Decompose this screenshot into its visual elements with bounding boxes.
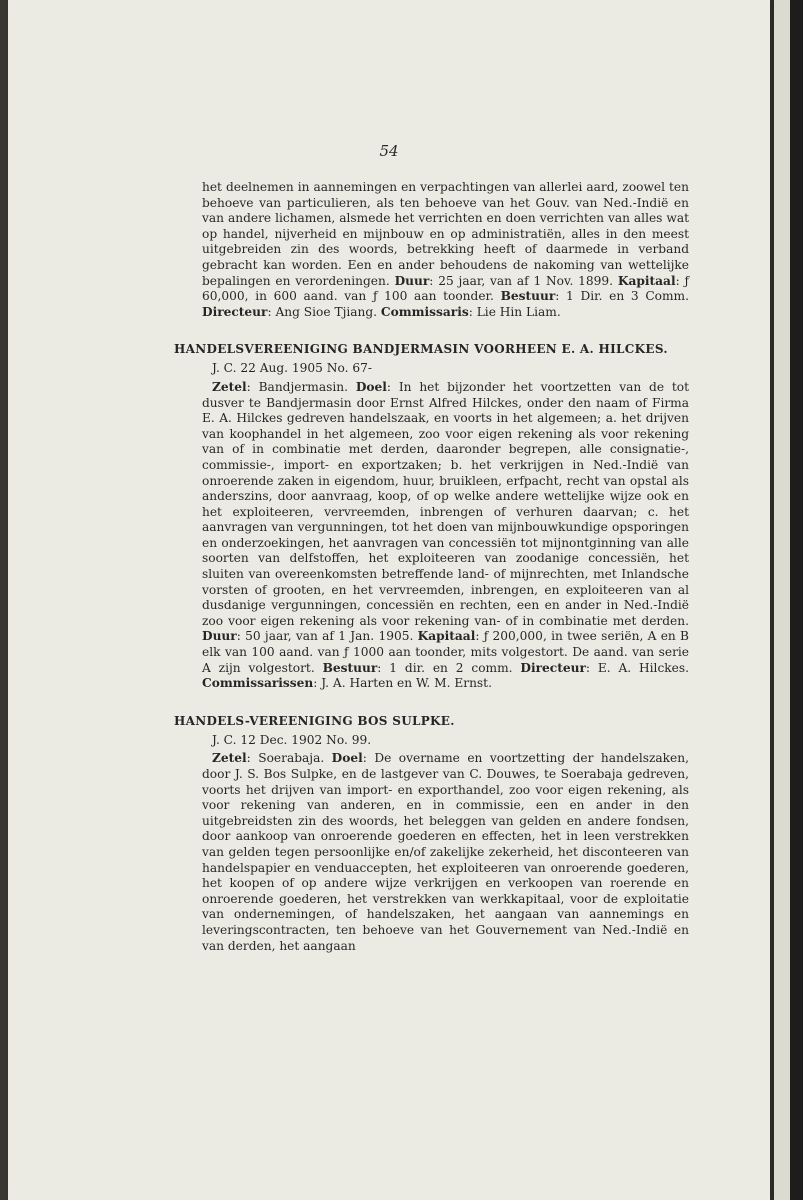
- label-zetel: Zetel: [212, 751, 247, 766]
- section-body: Zetel: Soerabaja. Doel: De overname en voortzetting der handelszaken, door J. S. Bos Sulpke, en de lastgever van C. Douwes, te Soerabaja gedreven, voorts het drijven van import- en exporthandel, zoo voor eigen rekening, als voor rekening van anderen, en in commissie, een en ander in den uitgebreidsten zin des woords, het beleggen van gelden en andere fondsen, door aankoop van onroerende goederen en effecten, het in leen verstrekken van gelden tegen persoonlijke en/of zakelijke zekerheid, het disconteeren van handelspapier en venduaccepten, het exploiteeren van onroerende goederen, het koopen of op andere wijze verkrijgen en verkoopen van roerende en onroerende goederen, het verstrekken van werkkapitaal, voor de exploitatie van ondernemingen, of handelszaken, het aangaan van aannemings en leveringscontracten, ten behoeve van het Gouvernement van Ned.-Indië en van derden, het aangaan: [202, 751, 689, 953]
- label-duur: Duur: [202, 629, 237, 644]
- page-content: [174, 180, 690, 954]
- section-reference: J. C. 12 Dec. 1902 No. 99.: [212, 732, 372, 747]
- label-kapitaal: Kapitaal: [617, 273, 676, 288]
- binding-strip: [790, 0, 803, 1200]
- label-bestuur: Bestuur: [322, 660, 378, 675]
- page-number: 54: [379, 142, 399, 160]
- label-zetel: Zetel: [212, 379, 247, 394]
- label-bestuur: Bestuur: [500, 289, 556, 304]
- page-edge: [772, 0, 792, 1200]
- section-reference: J. C. 22 Aug. 1905 No. 67-: [212, 361, 372, 376]
- label-commissarissen: Commissarissen: [202, 676, 314, 691]
- book-page: [8, 0, 770, 1200]
- label-duur: Duur: [394, 273, 430, 288]
- label-kapitaal: Kapitaal: [417, 629, 476, 644]
- section-heading-bos-sulpke: HANDELS-VEREENIGING BOS SULPKE.: [174, 713, 455, 728]
- label-directeur: Directeur: [520, 660, 586, 675]
- label-directeur: Directeur: [202, 304, 268, 319]
- section-body: Zetel: Bandjermasin. Doel: In het bijzonder het voortzetten van de tot dusver te Bandjermasin door Ernst Alfred Hilckes, onder den naam of Firma E. A. Hilckes gedreven handelszaak, en voorts in het algemeen; a. het drijven van koophandel in het algemeen, zoo voor eigen rekening als voor rekening van of in combinatie met derden, daaronder begrepen, alle consignatie-, commissie-, import- en exportzaken; b. het verkrijgen in Ned.-Indië van onroerende zaken in eigendom, huur, bruikleen, erfpacht, recht van opstal als anderszins, door aanvraag, koop, of op welke andere wettelijke wijze ook en het exploiteeren, vervreemden, inbrengen of verhuren daarvan; c. het aanvragen van vergunningen, tot het doen van mijnbouwkundige opsporingen en onderzoekingen, het aanvragen van concessiën tot mijnontginning van alle soorten van delfstoffen, het exploiteeren van zoodanige concessiën, het sluiten van overeenkomsten betreffende land- of mijnrechten, met Inlandsche vorsten of grooten, en het vervreemden, inbrengen, en exploiteeren van al dusdanige vergunningen, concessiën en rechten, een en ander in Ned.-Indië zoo voor eigen rekening als voor rekening van- of in combinatie met derden. Duur: 50 jaar, van af 1 Jan. 1905. Kapitaal: ƒ 200,000, in twee seriën, A en B elk van 100 aand. van ƒ 1000 aan toonder, mits volgestort. De aand. van serie A zijn volgestort. Bestuur: 1 dir. en 2 comm. Directeur: E. A. Hilckes. Commissarissen: J. A. Harten en W. M. Ernst.: [202, 379, 690, 691]
- label-commissaris: Commissaris: [380, 304, 469, 319]
- continued-paragraph: het deelnemen in aannemingen en verpachtingen van allerlei aard, zoowel ten behoeve van particulieren, als ten behoeve van het Gouv. van Ned.-Indië en van andere lichamen, alsmede het verrichten en doen verrichten van alles wat op handel, nijverheid en mijnbouw en op administratiën, alles in den meest uitgebreiden zin des woords, betrekking heeft of daarmede in verband gebracht kan worden. Een en ander behoudens de nakoming van wettelijke bepalingen en verordeningen. Duur: 25 jaar, van af 1 Nov. 1899. Kapitaal: ƒ 60,000, in 600 aand. van ƒ 100 aan toonder. Bestuur: 1 Dir. en 3 Comm. Directeur: Ang Sioe Tjiang. Commissaris: Lie Hin Liam.: [202, 180, 690, 319]
- label-doel: Doel: [331, 751, 363, 766]
- section-heading-bandjermasin: HANDELSVEREENIGING BANDJERMASIN VOORHEEN E. A. HILCKES.: [174, 342, 668, 357]
- label-doel: Doel: [355, 379, 387, 394]
